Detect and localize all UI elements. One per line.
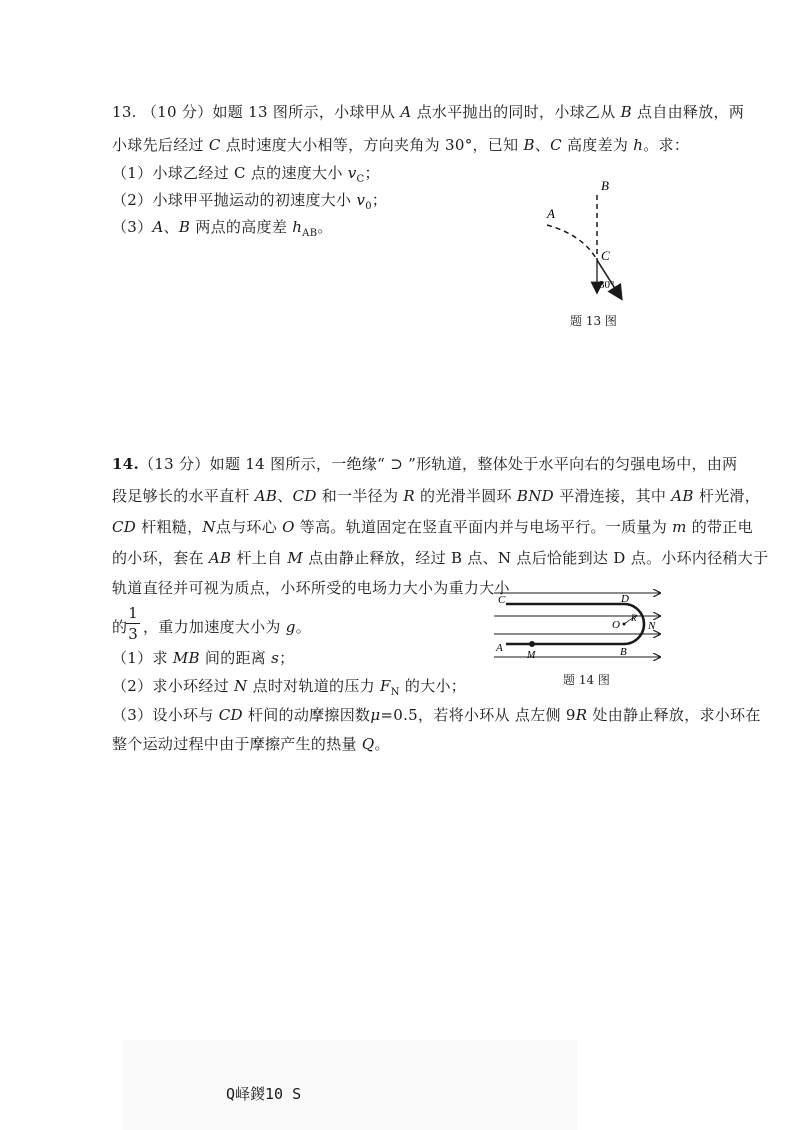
q14-line-1: 14.（13 分）如题 14 图所示，一绝缘“ ⊃ ”形轨道，整体处于水平向右的匀强电场中，由两 xyxy=(112,455,738,473)
q13-line-1: 13. （10 分）如题 13 图所示，小球甲从 A 点水平抛出的同时，小球乙从 B 点自由释放，两 xyxy=(112,103,745,121)
fig14-label-r: R xyxy=(631,613,637,623)
q14-line-5: 轨道直径并可视为质点，小环所受的电场力大小为重力大小 xyxy=(112,579,510,597)
q14-line-6-b: ，重力加速度大小为 g。 xyxy=(143,618,311,636)
q14-sub-3-cont: 整个运动过程中由于摩擦产生的热量 Q。 xyxy=(112,735,390,753)
center-point xyxy=(623,623,626,626)
fig14-label-b: B xyxy=(620,646,627,658)
ring-m xyxy=(529,641,535,647)
q13-sub-3: （3）A、B 两点的高度差 $h_{AB}$。 xyxy=(112,218,333,239)
q14-line-4: 的小环，套在 AB 杆上自 M 点由静止释放，经过 B 点、N 点后恰能到达 D 点。小环内径稍大于 xyxy=(112,549,769,567)
fig13-caption: 题 13 图 xyxy=(570,314,617,328)
fig14-label-c: C xyxy=(498,594,506,606)
q14-line-2: 段足够长的水平直杆 AB、CD 和一半径为 R 的光滑半圆环 BND 平滑连接，其中 AB 杆光滑， xyxy=(112,487,761,505)
fig14-label-n: N xyxy=(648,620,656,632)
q14-sub-3: （3）设小环与 CD 杆间的动摩擦因数μ=0.5，若将小环从 点左侧 9R 处由静止释放，求小环在 xyxy=(112,706,761,724)
q13-number: 13. xyxy=(112,103,137,121)
q14-line-6-a: 的 xyxy=(112,618,128,636)
q13-sub-1: （1）小球乙经过 C 点的速度大小 $v_C$； xyxy=(112,164,380,185)
q14-sub-1: （1）求 MB 间的距离 s； xyxy=(112,649,295,667)
fig14-caption: 题 14 图 xyxy=(563,673,610,687)
fraction-one-third: 1 3 xyxy=(126,604,140,643)
q14-sub-2: （2）求小环经过 N 点时对轨道的压力 $F_N$ 的大小； xyxy=(112,677,467,698)
fig13-label-c: C xyxy=(601,248,610,263)
fig13-label-angle: 30° xyxy=(599,279,615,291)
fig13-label-a: A xyxy=(547,206,555,221)
fig13-label-b: B xyxy=(601,180,609,193)
scan-shadow xyxy=(122,1040,577,1130)
fig14-label-o: O xyxy=(612,619,620,631)
fig14-label-a: A xyxy=(496,642,503,654)
figure-14 xyxy=(492,588,667,668)
fig14-label-d: D xyxy=(621,593,629,605)
q13-sub-2: （2）小球甲平抛运动的初速度大小 $v_0$； xyxy=(112,191,388,212)
q13-line-2: 小球先后经过 C 点时速度大小相等，方向夹角为 30°，已知 B、C 高度差为 h。求： xyxy=(112,136,690,154)
q14-line-3: CD 杆粗糙，N点与环心 O 等高。轨道固定在竖直平面内并与电场平行。一质量为 m 的带正电 xyxy=(112,518,753,536)
fig13-a-path xyxy=(547,225,597,260)
figure-13 xyxy=(535,180,655,310)
page-footer: Q峄鍐10 S xyxy=(226,1085,302,1103)
fig14-label-m: M xyxy=(527,650,536,661)
q14-number: 14. xyxy=(112,455,139,473)
